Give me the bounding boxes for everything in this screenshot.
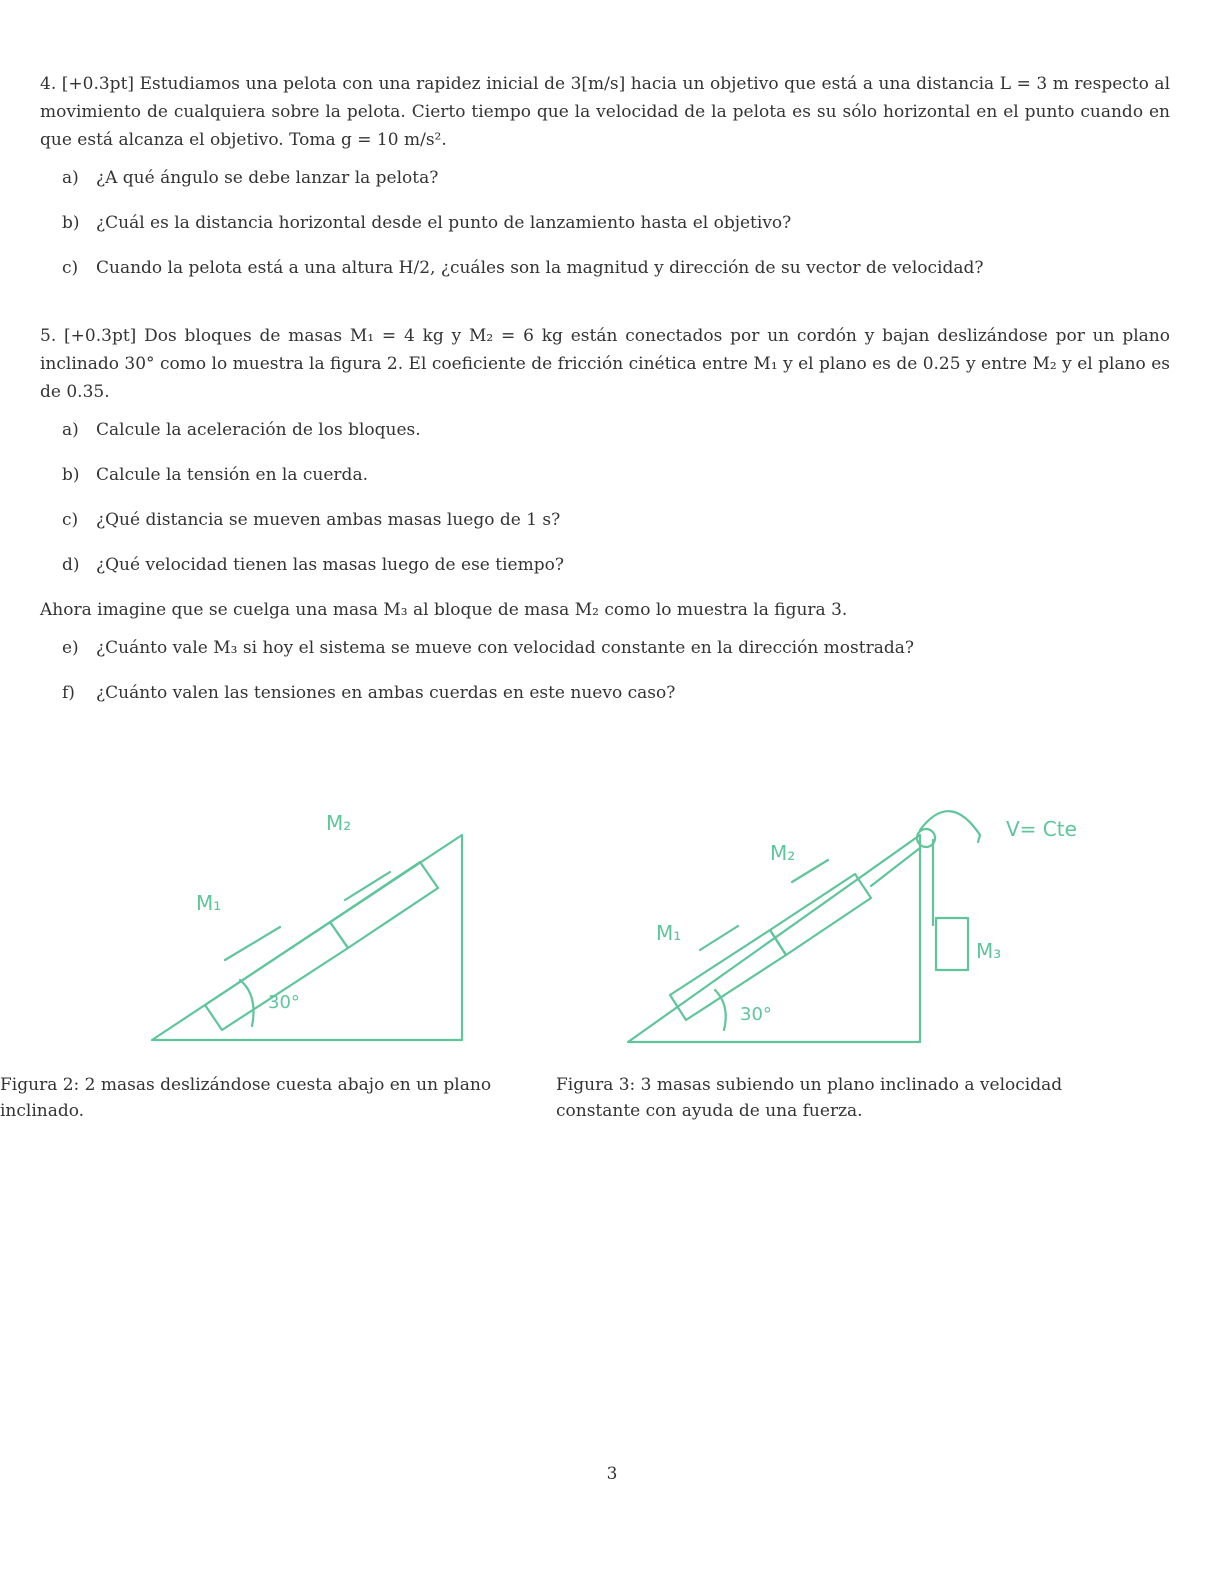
item-label: c) — [62, 258, 79, 278]
label-m1: M₁ — [656, 921, 682, 945]
item-label: a) — [62, 420, 79, 440]
velocity-arrow-icon — [920, 811, 980, 842]
label-velocity: V= Cte — [1006, 817, 1077, 841]
arrow-m1 — [225, 927, 280, 960]
problem-4 — [40, 70, 1170, 282]
problem-5-mid-text: Ahora imagine que se cuelga una masa M₃ al bloque de masa M₂ como lo muestra la figura 3. — [40, 600, 848, 620]
item-label: a) — [62, 168, 79, 188]
item-label: c) — [62, 510, 79, 530]
list-item — [62, 506, 1170, 534]
figure-3-caption: Figura 3: 3 masas subiendo un plano inclinado a velocidad constante con ayuda de una fuerza. — [556, 1075, 1063, 1121]
list-item — [62, 164, 1170, 192]
item-label: f) — [62, 683, 75, 703]
arrow-m2 — [792, 860, 828, 882]
problem-5-statement: 5. [+0.3pt] Dos bloques de masas M₁ = 4 kg y M₂ = 6 kg están conectados por un cordón y bajan deslizándose por un plano inclinado 30° como lo muestra la figura 2. El coeficiente de fricción cinética entre M₁ y el plano es de 0.25 y entre M₂ y el plano es de 0.35. — [40, 326, 1170, 402]
figure-2 — [140, 790, 480, 1050]
problem-4-items — [40, 164, 1170, 282]
list-item — [62, 679, 1170, 707]
figure-2-caption: Figura 2: 2 masas deslizándose cuesta abajo en un plano inclinado. — [0, 1075, 492, 1121]
problem-5 — [40, 322, 1170, 707]
label-m3: M₃ — [976, 939, 1002, 963]
list-item — [62, 551, 1170, 579]
label-m2: M₂ — [770, 841, 796, 865]
list-item — [62, 254, 1170, 282]
label-m2: M₂ — [326, 811, 352, 835]
item-text: Cuando la pelota está a una altura H/2, ¿cuáles son la magnitud y dirección de su vector de velocidad? — [96, 258, 984, 278]
problem-4-statement: 4. [+0.3pt] Estudiamos una pelota con una rapidez inicial de 3[m/s] hacia un objetivo que está a una distancia L = 3 m respecto al movimiento de cualquiera sobre la pelota. Cierto tiempo que la velocidad de la pelota es su sólo horizontal en el punto cuando en que está alcanza el objetivo. Toma g = 10 m/s². — [40, 74, 1170, 150]
list-item — [62, 461, 1170, 489]
block-m2 — [770, 874, 871, 955]
list-item — [62, 634, 1170, 662]
label-angle: 30° — [740, 1004, 772, 1025]
item-label: b) — [62, 465, 80, 485]
figure-3 — [620, 790, 1120, 1050]
page — [40, 70, 1170, 724]
item-text: ¿Qué distancia se mueven ambas masas luego de 1 s? — [96, 510, 561, 530]
problem-5-items — [40, 416, 1170, 579]
item-text: Calcule la aceleración de los bloques. — [96, 420, 421, 440]
list-item — [62, 209, 1170, 237]
label-m1: M₁ — [196, 891, 222, 915]
item-label: d) — [62, 555, 80, 575]
item-label: b) — [62, 213, 80, 233]
item-label: e) — [62, 638, 79, 658]
item-text: ¿Cuánto valen las tensiones en ambas cuerdas en este nuevo caso? — [96, 683, 676, 703]
arrow-m1 — [700, 926, 738, 950]
item-text: ¿Cuál es la distancia horizontal desde el punto de lanzamiento hasta el objetivo? — [96, 213, 792, 233]
page-number: 3 — [606, 1464, 618, 1484]
block-m1 — [205, 922, 348, 1030]
item-text: Calcule la tensión en la cuerda. — [96, 465, 368, 485]
item-text: ¿A qué ángulo se debe lanzar la pelota? — [96, 168, 439, 188]
figure-2-drawing — [140, 790, 480, 1050]
figure-3-drawing — [620, 790, 1120, 1050]
problem-5-items-2 — [40, 634, 1170, 707]
item-text: ¿Qué velocidad tienen las masas luego de ese tiempo? — [96, 555, 564, 575]
block-m3 — [936, 918, 968, 970]
angle-arc — [240, 980, 254, 1026]
list-item — [62, 416, 1170, 444]
item-text: ¿Cuánto vale M₃ si hoy el sistema se mueve con velocidad constante en la dirección mostrada? — [96, 638, 914, 658]
label-angle: 30° — [268, 992, 300, 1013]
